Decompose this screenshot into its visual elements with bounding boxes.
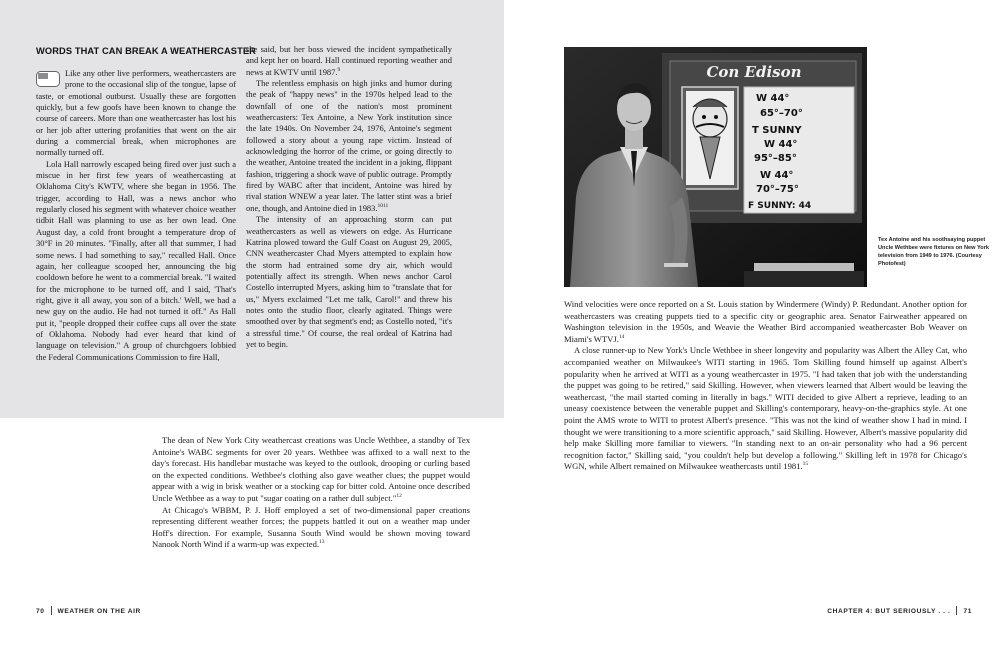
footer-left	[36, 606, 141, 615]
sidebar-paragraph: The relentless emphasis on high jinks and humor during the peak of "happy news" in the 1970s helped lead to the downfall of one of the nation's most prominent weathercasters: Tex Antoine, a New York institution since the late 1940s. On November 24, 1976, Antoine's segment followed a story about a young rape victim. Instead of acknowledging the horror of the crime, or going directly to the weather, Antoine treated the incident in a joking, flippant fashion, triggering a shock wave of public outrage. Promptly fired by WABC after that incident, Antoine was hired by rival station WNEW a year later. The latter stint was a brief one, though, and Antoine died in 1983.$^{1011}$	[246, 78, 452, 213]
footer-divider	[51, 606, 52, 615]
board-row: 65°–70°	[760, 108, 803, 119]
sidebar-paragraph: Lola Hall narrowly escaped being fired over just such a miscue in her first few years of weathercasting at Oklahoma City's KWTV, where she began in 1956. The trigger, according to Hall, was a news anchor who regularly closed his segment with whatever choice weather tidbit Hall was planning to use as her own lead. One August day, a cold front brought a temperature drop of 30°F in 20 minutes. "Finally, after all that summer, I had some news. I had something to say," recalled Hall. Once again, her colleague scooped her, announcing the big cooldown before he went to a commercial break. "I waited for the microphone to be turned off, and I said, 'That's right, give it all away, you son of a bitch.' Well, we had a new guy on the audio. He had not turned it off." As Hall put it, "people dropped their coffee cups all over the state of Oklahoma. Nobody had ever heard that kind of language on television." A group of churchgoers lobbied the Federal Communications Commission to fire Hall,	[36, 158, 236, 362]
footer-right	[827, 606, 972, 615]
board-row: W 44°	[760, 170, 794, 181]
sidebar-title: WORDS THAT CAN BREAK A WEATHERCASTER	[36, 46, 256, 56]
footnote-marker: 9	[337, 66, 341, 73]
weather-icon	[36, 71, 60, 87]
footnote-marker: 11	[382, 203, 389, 209]
board-row: W 44°	[764, 139, 798, 150]
board-row: 95°–85°	[754, 153, 797, 164]
running-head: CHAPTER 4: BUT SERIOUSLY . . .	[827, 608, 951, 615]
board-row: 70°–75°	[756, 184, 799, 195]
board-row: W 44°	[756, 93, 790, 104]
footer-divider	[956, 606, 957, 615]
sidebar-column-1	[36, 68, 236, 363]
body-paragraph: A close runner-up to New York's Uncle Wethbee in sheer longevity and popularity was Albert the Alley Cat, who accompanied weather on Milwaukee's WITI starting in 1965. Tom Skilling found himself up against Albert's popularity when he arrived at WITI as a young weathercaster in 1975. "I had taken that job with the understanding the puppet was going to be retired," said Skilling. However, when viewers learned that Albert would be leaving the weathercast, "the mail started coming in literally in bags." WITI decided to give Albert a reprieve, leading to an uneasy coexistence between the venerable puppet and Skilling's contemporary, heavy-on-the-graphics style. At one point the AMS wrote to WITI to protest Albert's presence. "This was not the kind of weather show I had in mind. I thought we were transitioning to a more scientific approach," said Skilling. However, Albert's massive popularity did help make Skilling more familiar to viewers. "In standing next to an on-air personality who had a 96 percent recognition factor," Skilling said, "you couldn't help but develop a following." Skilling left in 1978 for Chicago's WGN, while Albert remained on Milwaukee weathercasts until 1981.15	[564, 345, 967, 472]
sidebar-paragraph: The intensity of an approaching storm can put weathercasters as well as viewers on edge. As Hurricane Katrina plowed toward the Gulf Coast on August 29, 2005, CNN weathercaster Chad Myers attempted to explain how the storm had entrained some dry air, which would potentially affect its strength. When news anchor Carol Costello interrupted Myers, asking him to "translate that for us," Myers exclaimed "Let me talk, Carol!" and threw his notes onto the studio floor, clearly agitated. Things were smoothed over by that segment's end; as Costello noted, "it's a stressful time." Of course, the real ordeal of Katrina had yet to begin.	[246, 214, 452, 349]
body-paragraph: At Chicago's WBBM, P. J. Hoff employed a set of two-dimensional paper creations representing different weather forces; the puppets battled it out on a weather map under Hoff's direction. For example, Susanna South Wind would be shown moving toward Nanook North Wind if a warm-up was expected.$^{13}$	[152, 504, 470, 550]
photo	[564, 47, 867, 287]
footnote-marker: 12	[396, 493, 402, 500]
footnote-marker: 10	[377, 203, 383, 209]
sidebar-paragraph: Like any other live performers, weathercasters are prone to the occasional slip of the tongue, lapse of taste, or emotional outburst. Usually these are forgotten quickly, but a few goofs have been known to change the course of careers. More than one weathercaster has lost his or her job after uttering profanities that went on the air during a commercial break, when microphones are normally turned off.	[36, 68, 236, 158]
page-number: 70	[36, 608, 45, 615]
footnote-marker: 15	[802, 461, 809, 468]
right-page	[504, 0, 1008, 648]
footnote-marker: 13	[319, 539, 325, 546]
body-paragraph: The dean of New York City weathercast creations was Uncle Wethbee, a standby of Tex Antoine's WABC segments for over 20 years. Wethbee was affixed to a wall next to the day's forecast. His handlebar mustache was keyed to the outlook, drooping or curling based on the expected conditions. Wethbee's clothing also gave weather clues; the puppet would appear with a wig in brisk weather or a stocking cap for bitter cold. Antoine once described Uncle Wethbee as a way to put "sugar coating on a rather dull subject."$^{12}$	[152, 435, 470, 503]
body-paragraph: Wind velocities were once reported on a St. Louis station by Windermere (Windy) P. Redundant. Another option for weathercasters was creating puppets tied to a specific city or geographic area. Senator Fairweather appeared on Washington television in the 1950s, and Weavie the Weather Bird accompanied weathercaster Bob Weaver on Miami's WTVJ.$^{14}$	[564, 299, 967, 344]
page-number: 71	[963, 608, 972, 615]
board-row: T SUNNY	[752, 125, 802, 136]
main-text-left	[152, 435, 470, 551]
sidebar-column-2	[246, 44, 452, 350]
photo-caption: Tex Antoine and his soothsaying puppet Uncle Wethbee were fixtures on New York television from 1949 to 1976. (Courtesy Photofest)	[878, 237, 989, 267]
running-head: WEATHER ON THE AIR	[57, 608, 141, 615]
board-row: F SUNNY: 44	[748, 201, 812, 211]
main-text-right	[564, 299, 967, 473]
sign-text: Con Edison	[706, 63, 802, 81]
footnote-marker: 14	[618, 333, 625, 340]
sidebar-paragraph: she said, but her boss viewed the incident sympathetically and kept her on board. Hall continued reporting weather and news at KWTV until 1987.$^9$	[246, 44, 452, 77]
